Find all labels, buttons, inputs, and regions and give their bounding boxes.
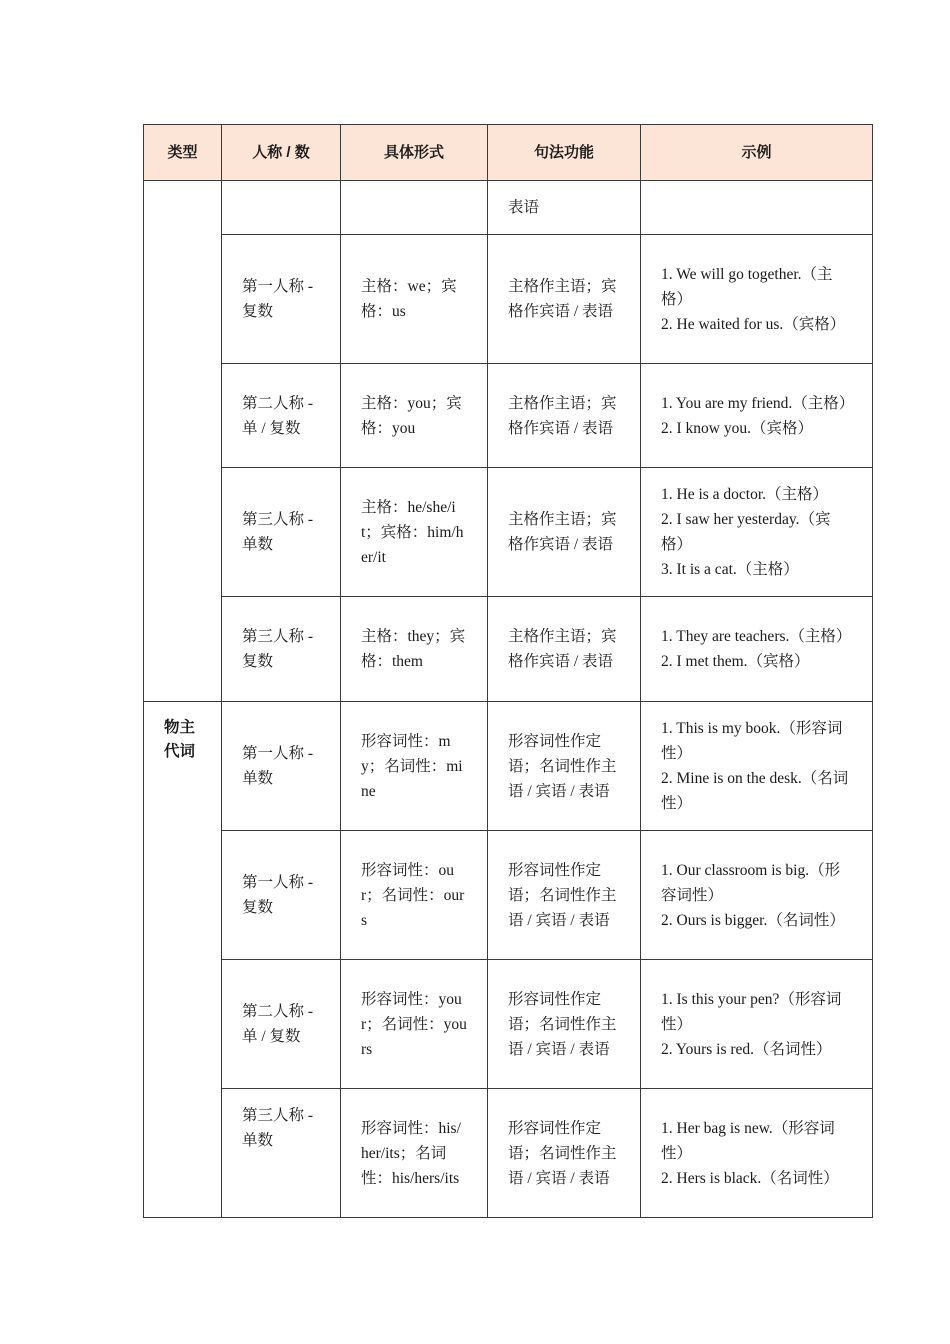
example-line: 3. It is a cat.（主格）	[661, 561, 799, 578]
forms-cell: 形容词性：his/her/its；名词性：his/hers/its	[341, 1089, 488, 1218]
header-row	[144, 125, 873, 181]
example-line: 2. Ours is bigger.（名词性）	[661, 911, 845, 929]
example-line: 1. You are my friend.（主格）	[661, 394, 855, 412]
example-cell	[641, 831, 873, 960]
example-line: 1. We will go together.（主格）	[661, 265, 833, 308]
type-cell-possessive: 物主代词	[144, 702, 222, 1218]
header-example: 示例	[641, 125, 873, 181]
table-row	[144, 468, 873, 597]
example-cell	[641, 181, 873, 235]
forms-cell: 主格：you；宾格：you	[341, 364, 488, 468]
person-cell: 第三人称 - 单数	[222, 468, 341, 597]
example-line: 2. Hers is black.（名词性）	[661, 1169, 839, 1187]
example-line: 1. Is this your pen?（形容词性）	[661, 990, 842, 1033]
function-cell: 形容词性作定语；名词性作主语 / 宾语 / 表语	[488, 831, 641, 960]
person-cell: 第三人称 - 复数	[222, 597, 341, 702]
person-cell: 第二人称 - 单 / 复数	[222, 960, 341, 1089]
table-row	[144, 831, 873, 960]
person-cell: 第三人称 - 单数	[222, 1089, 341, 1218]
example-cell	[641, 364, 873, 468]
example-line: 1. They are teachers.（主格）	[661, 628, 852, 645]
example-cell	[641, 597, 873, 702]
header-person: 人称 / 数	[222, 125, 341, 181]
forms-cell: 形容词性：our；名词性：ours	[341, 831, 488, 960]
function-cell: 主格作主语；宾格作宾语 / 表语	[488, 364, 641, 468]
example-cell	[641, 1089, 873, 1218]
person-cell: 第二人称 - 单 / 复数	[222, 364, 341, 468]
example-line: 2. He waited for us.（宾格）	[661, 315, 846, 333]
forms-cell: 主格：they；宾格：them	[341, 597, 488, 702]
person-cell: 第一人称 - 复数	[222, 235, 341, 364]
forms-cell: 形容词性：your；名词性：yours	[341, 960, 488, 1089]
person-cell: 第一人称 - 复数	[222, 831, 341, 960]
pronoun-table	[143, 124, 873, 1218]
table-row	[144, 702, 873, 831]
table-row	[144, 1089, 873, 1218]
function-cell: 形容词性作定语；名词性作主语 / 宾语 / 表语	[488, 702, 641, 831]
example-cell	[641, 960, 873, 1089]
header-forms: 具体形式	[341, 125, 488, 181]
example-line: 1. Our classroom is big.（形容词性）	[661, 861, 841, 904]
type-cell-personal	[144, 181, 222, 702]
table-row	[144, 181, 873, 235]
forms-cell: 主格：he/she/it；宾格：him/her/it	[341, 468, 488, 597]
function-cell: 形容词性作定语；名词性作主语 / 宾语 / 表语	[488, 1089, 641, 1218]
example-line: 1. Her bag is new.（形容词性）	[661, 1119, 835, 1162]
example-line: 2. I saw her yesterday.（宾格）	[661, 511, 831, 553]
function-cell: 主格作主语；宾格作宾语 / 表语	[488, 468, 641, 597]
function-cell: 主格作主语；宾格作宾语 / 表语	[488, 235, 641, 364]
function-cell: 表语	[488, 181, 641, 235]
example-line: 1. He is a doctor.（主格）	[661, 486, 829, 503]
table-row	[144, 597, 873, 702]
forms-cell: 形容词性：my；名词性：mine	[341, 702, 488, 831]
table-row	[144, 960, 873, 1089]
header-function: 句法功能	[488, 125, 641, 181]
forms-cell	[341, 181, 488, 235]
table-row	[144, 364, 873, 468]
example-cell	[641, 702, 873, 831]
example-line: 2. I met them.（宾格）	[661, 653, 810, 670]
person-cell	[222, 181, 341, 235]
table-row	[144, 235, 873, 364]
example-cell	[641, 235, 873, 364]
example-line: 1. This is my book.（形容词性）	[661, 720, 843, 762]
person-cell: 第一人称 - 单数	[222, 702, 341, 831]
function-cell: 主格作主语；宾格作宾语 / 表语	[488, 597, 641, 702]
example-line: 2. Mine is on the desk.（名词性）	[661, 770, 849, 812]
header-type: 类型	[144, 125, 222, 181]
example-cell	[641, 468, 873, 597]
example-line: 2. I know you.（宾格）	[661, 419, 813, 437]
example-line: 2. Yours is red.（名词性）	[661, 1040, 832, 1058]
function-cell: 形容词性作定语；名词性作主语 / 宾语 / 表语	[488, 960, 641, 1089]
forms-cell: 主格：we；宾格：us	[341, 235, 488, 364]
